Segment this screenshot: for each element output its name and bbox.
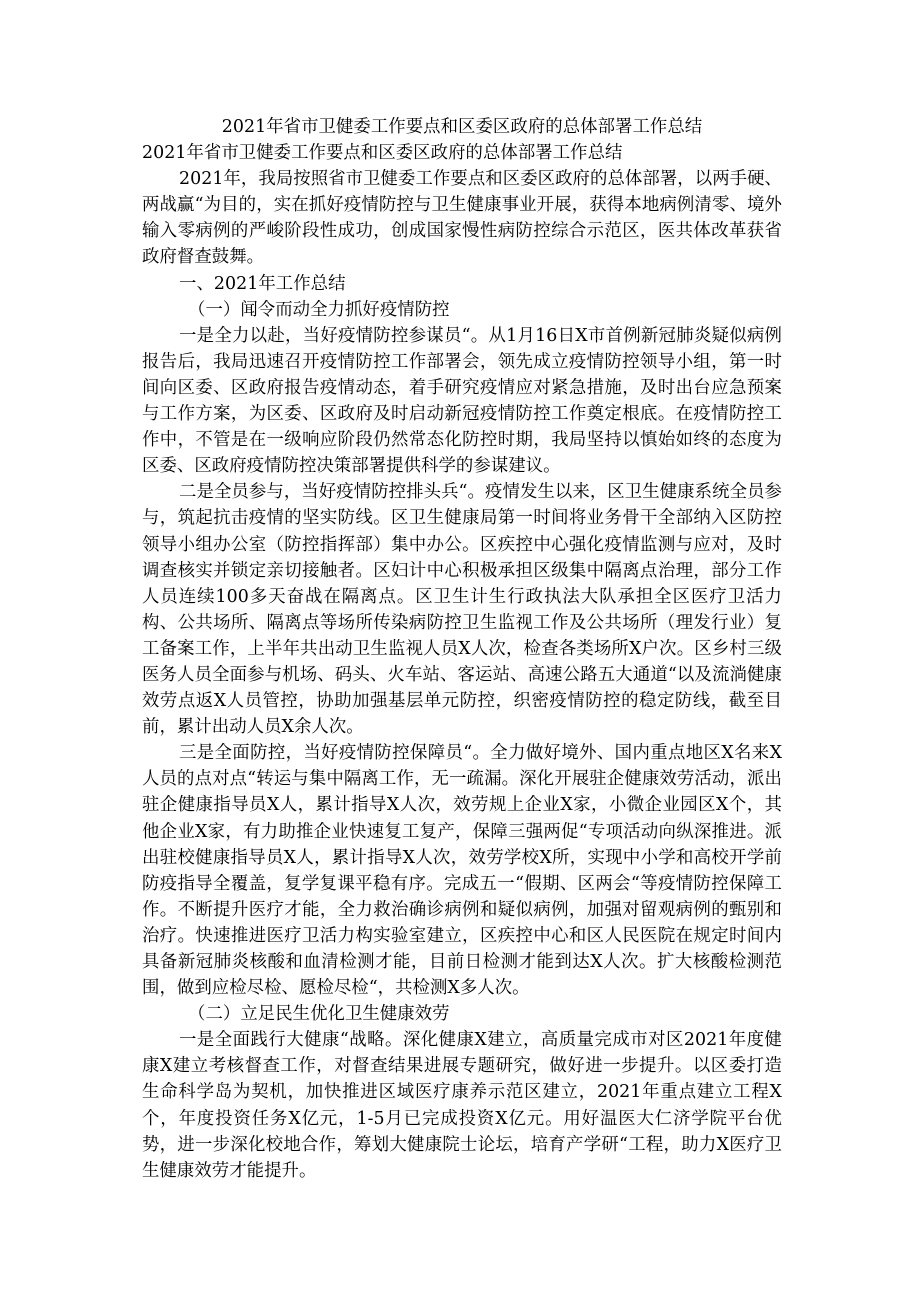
subsection-heading-2: （二）立足民生优化卫生健康效劳 [188, 1004, 450, 1025]
subsection-heading-1: （一）闻令而动全力抓好疫情防控 [188, 299, 450, 320]
paragraph-3: 三是全面防控，当好疫情防控保障员“。全力做好境外、国内重点地区X名来X人员的点对点“转运与集中隔离工作，无一疏漏。深化开展驻企健康效劳活动，派出驻企健康指导员X人，累计指导X人次，效劳规上企业X家，小微企业园区X个，其他企业X家，有力助推企业快速复工复产，保障三强两促“专项活动向纵深推进。派出驻校健康指导员X人，累计指导X人次，效劳学校X所，实现中小学和高校开学前防疫指导全覆盖，复学复课平稳有序。完成五一“假期、区两会“等疫情防控保障工作。不断提升医疗才能，全力救治确诊病例和疑似病例，加强对留观病例的甄别和治疗。快速推进医疗卫活力构实验室建立，区疾控中心和区人民医院在规定时间内具备新冠肺炎核酸和血清检测才能，目前日检测才能到达X人次。扩大核酸检测范围，做到应检尽检、愿检尽检“，共检测X多人次。 [142, 743, 782, 999]
document-body [142, 114, 782, 1184]
document-title-repeat: 2021年省市卫健委工作要点和区委区政府的总体部署工作总结 [142, 143, 623, 164]
paragraph-2: 二是全员参与，当好疫情防控排头兵“。疫情发生以来，区卫生健康系统全员参与，筑起抗击疫情的坚实防线。区卫生健康局第一时间将业务骨干全部纳入区防控领导小组办公室（防控指挥部）集中办公。区疾控中心强化疫情监测与应对，及时调查核实并锁定亲切接触者。区妇计中心积极承担区级集中隔离点治理，部分工作人员连续100多天奋战在隔离点。区卫生计生行政执法大队承担全区医疗卫活力构、公共场所、隔离点等场所传染病防控卫生监视工作及公共场所（理发行业）复工备案工作，上半年共出动卫生监视人员X人次，检查各类场所X户次。区乡村三级医务人员全面参与机场、码头、火车站、客运站、高速公路五大通道“以及流淌健康效劳点返X人员管控，协助加强基层单元防控，织密疫情防控的稳定防线，截至目前，累计出动人员X余人次。 [142, 482, 782, 738]
section-heading-1: 一、2021年工作总结 [179, 273, 346, 294]
paragraph-4: 一是全面践行大健康“战略。深化健康X建立，高质量完成市对区2021年度健康X建立考核督查工作，对督查结果进展专题研究，做好进一步提升。以区委打造生命科学岛为契机，加快推进区域医疗康养示范区建立，2021年重点建立工程X个，年度投资任务X亿元，1-5月已完成投资X亿元。用好温医大仁济学院平台优势，进一步深化校地合作，筹划大健康院士论坛，培育产学研“工程，助力X医疗卫生健康效劳才能提升。 [142, 1030, 782, 1181]
paragraph-1: 一是全力以赴，当好疫情防控参谋员“。从1月16日X市首例新冠肺炎疑似病例报告后，我局迅速召开疫情防控工作部署会，领先成立疫情防控领导小组，第一时间向区委、区政府报告疫情动态，着手研究疫情应对紧急措施，及时出台应急预案与工作方案，为区委、区政府及时启动新冠疫情防控工作奠定根底。在疫情防控工作中，不管是在一级响应阶段仍然常态化防控时期，我局坚持以慎始如终的态度为区委、区政府疫情防控决策部署提供科学的参谋建议。 [142, 325, 782, 477]
intro-paragraph: 2021年，我局按照省市卫健委工作要点和区委区政府的总体部署，以两手硬、两战赢“为目的，实在抓好疫情防控与卫生健康事业开展，获得本地病例清零、境外输入零病例的严峻阶段性成功，创成国家慢性病防控综合示范区，医共体改革获省政府督查鼓舞。 [142, 169, 782, 268]
document-title: 2021年省市卫健委工作要点和区委区政府的总体部署工作总结 [221, 117, 703, 137]
